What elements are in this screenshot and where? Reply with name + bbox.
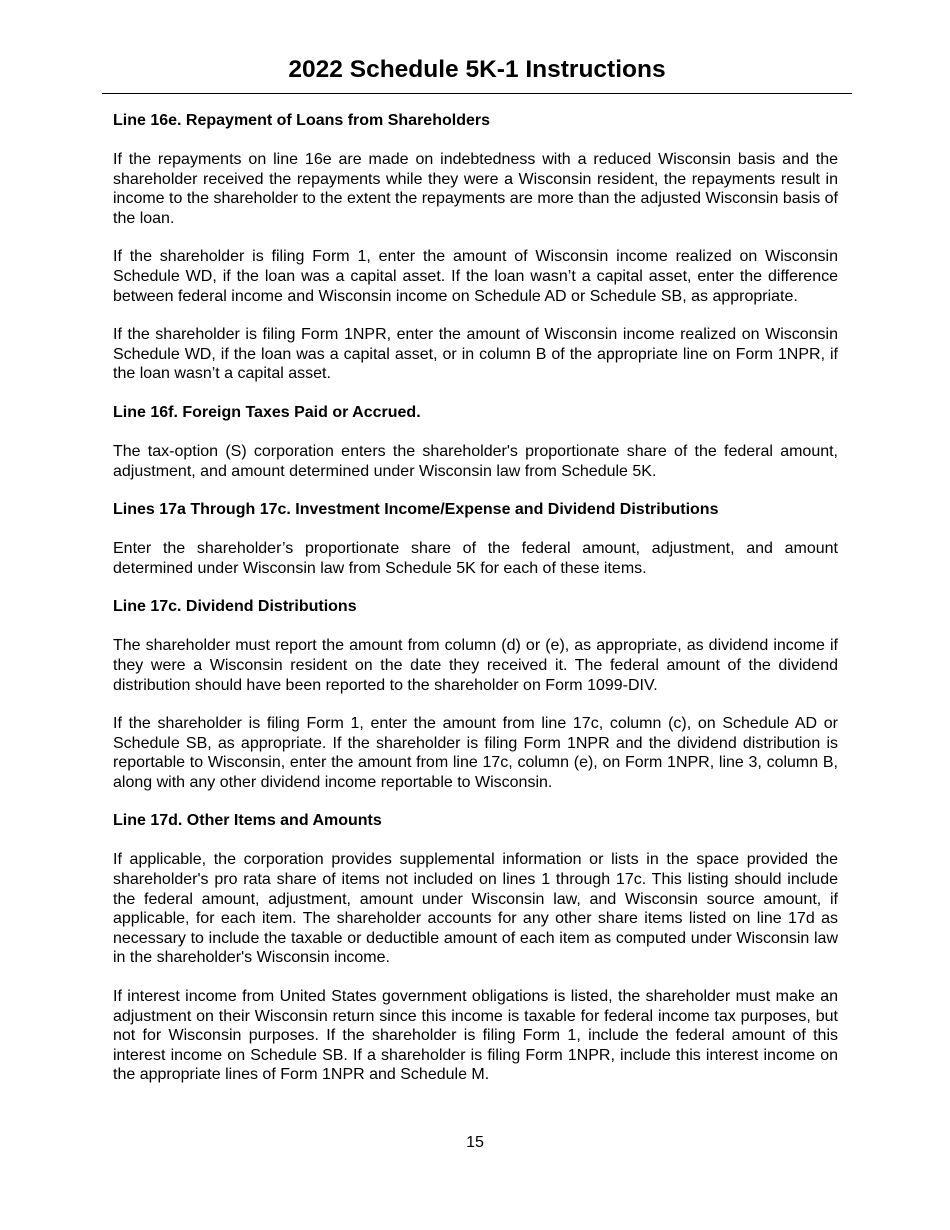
paragraph: If interest income from United States government obligations is listed, the shareholder must make an adjustment on their Wisconsin return since this income is taxable for federal income tax purposes, but not for Wisconsin purposes. If the shareholder is filing Form 1, include the federal amount of this interest income on Schedule SB. If a shareholder is filing Form 1NPR, include this interest income on the appropriate lines of Form 1NPR and Schedule M. bbox=[113, 988, 838, 1084]
section-line-17d bbox=[113, 811, 838, 1085]
section-heading: Line 16f. Foreign Taxes Paid or Accrued. bbox=[113, 403, 421, 421]
paragraph: If the shareholder is filing Form 1, enter the amount from line 17c, column (c), on Schedule AD or Schedule SB, as appropriate. If the shareholder is filing Form 1NPR and the dividend distribution is reportable to Wisconsin, enter the amount from line 17c, column (e), on Form 1NPR, line 3, column B, along with any other dividend income reportable to Wisconsin. bbox=[113, 715, 838, 791]
paragraph: If the shareholder is filing Form 1, enter the amount of Wisconsin income realized on Wisconsin Schedule WD, if the loan was a capital asset. If the loan wasn’t a capital asset, enter the difference between federal income and Wisconsin income on Schedule AD or Schedule SB, as appropriate. bbox=[113, 248, 838, 305]
page-number: 15 bbox=[466, 1134, 484, 1151]
section-lines-17a-17c bbox=[113, 500, 838, 578]
paragraph: If the shareholder is filing Form 1NPR, enter the amount of Wisconsin income realized on Wisconsin Schedule WD, if the loan was a capital asset, or in column B of the appropriate line on Form 1NPR, if the loan wasn’t a capital asset. bbox=[113, 326, 838, 383]
paragraph: If applicable, the corporation provides supplemental information or lists in the space provided the shareholder's pro rata share of items not included on lines 1 through 17c. This listing should include the federal amount, adjustment, amount under Wisconsin law, and Wisconsin source amount, if applicable, for each item. The shareholder accounts for any other share items listed on line 17d as necessary to include the taxable or deductible amount of each item as computed under Wisconsin law in the shareholder's Wisconsin income. bbox=[113, 851, 838, 967]
document-body bbox=[113, 111, 838, 1104]
section-line-17c bbox=[113, 597, 838, 792]
section-heading: Line 17d. Other Items and Amounts bbox=[113, 812, 382, 830]
section-heading: Lines 17a Through 17c. Investment Income/Expense and Dividend Distributions bbox=[113, 501, 719, 519]
paragraph: The shareholder must report the amount from column (d) or (e), as appropriate, as dividend income if they were a Wisconsin resident on the date they received it. The federal amount of the dividend distribution should have been reported to the shareholder on Form 1099-DIV. bbox=[113, 637, 838, 694]
paragraph: Enter the shareholder’s proportionate share of the federal amount, adjustment, and amount determined under Wisconsin law from Schedule 5K for each of these items. bbox=[113, 540, 838, 577]
page-header bbox=[102, 54, 852, 94]
section-heading: Line 16e. Repayment of Loans from Shareholders bbox=[113, 112, 490, 129]
section-line-16f bbox=[113, 403, 838, 481]
paragraph: If the repayments on line 16e are made on indebtedness with a reduced Wisconsin basis and the shareholder received the repayments while they were a Wisconsin resident, the repayments result in income to the shareholder to the extent the repayments are more than the adjusted Wisconsin basis of the loan. bbox=[113, 151, 838, 227]
section-line-16e bbox=[113, 111, 838, 384]
section-heading: Line 17c. Dividend Distributions bbox=[113, 598, 357, 616]
paragraph: The tax-option (S) corporation enters the shareholder's proportionate share of the federal amount, adjustment, and amount determined under Wisconsin law from Schedule 5K. bbox=[113, 442, 838, 480]
page-title: 2022 Schedule 5K-1 Instructions bbox=[288, 56, 666, 83]
